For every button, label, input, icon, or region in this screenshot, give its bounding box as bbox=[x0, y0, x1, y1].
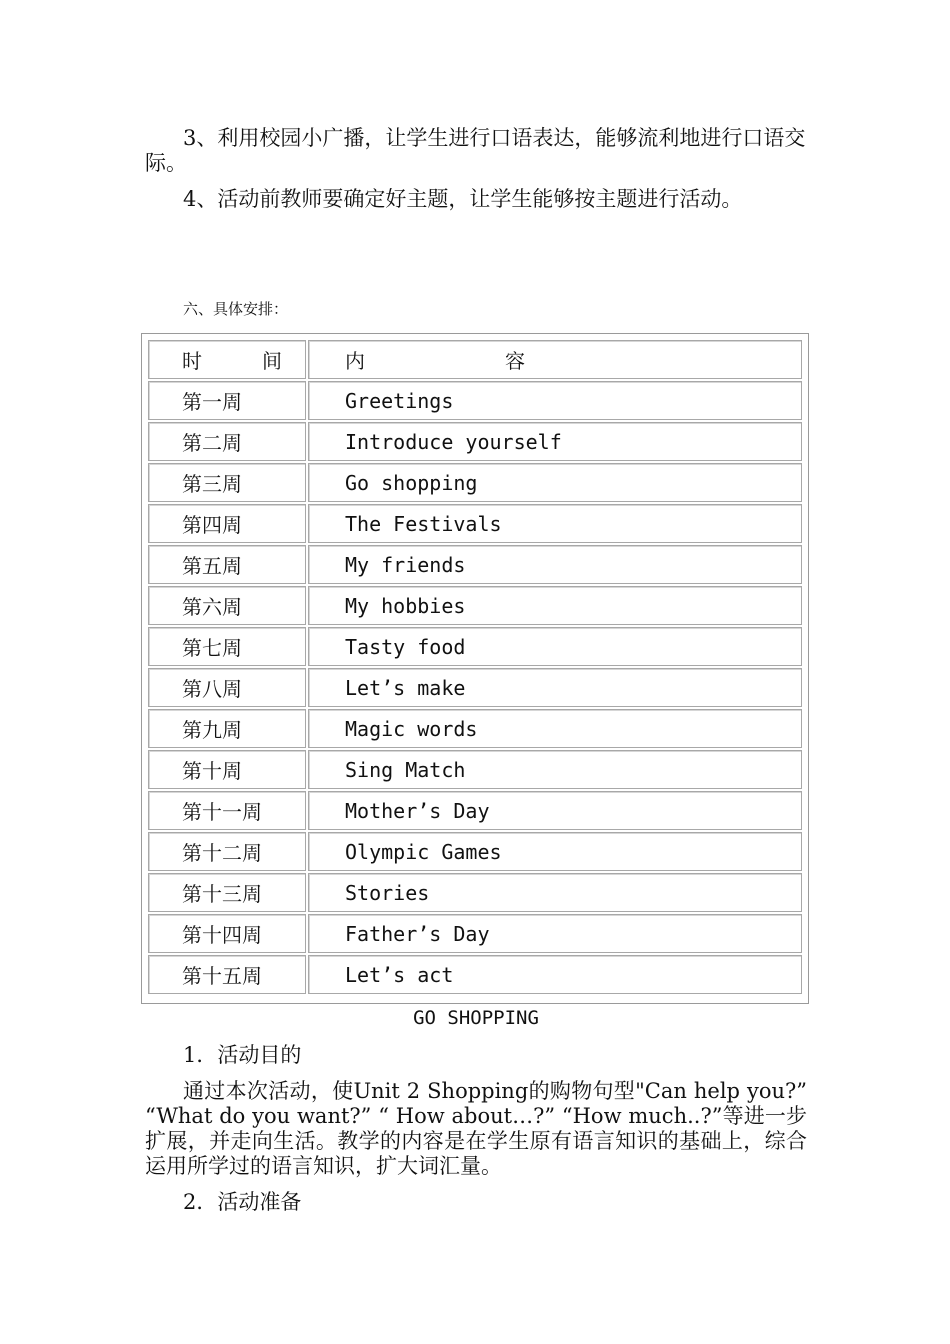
week-cell: 第九周 bbox=[148, 709, 306, 748]
week-cell: 第十五周 bbox=[148, 955, 306, 994]
header-time: 时间 bbox=[148, 340, 306, 379]
topic-cell: Sing Match bbox=[308, 750, 802, 789]
topic-cell: Introduce yourself bbox=[308, 422, 802, 461]
table-row bbox=[148, 668, 802, 707]
week-cell: 第二周 bbox=[148, 422, 306, 461]
table-row bbox=[148, 586, 802, 625]
table-row bbox=[148, 873, 802, 912]
table-row bbox=[148, 832, 802, 871]
header-content: 内容 bbox=[308, 340, 802, 379]
table-row bbox=[148, 381, 802, 420]
table-header-row bbox=[148, 340, 802, 379]
schedule-table bbox=[146, 338, 804, 996]
topic-cell: Magic words bbox=[308, 709, 802, 748]
table-row bbox=[148, 750, 802, 789]
table-row bbox=[148, 955, 802, 994]
week-cell: 第六周 bbox=[148, 586, 306, 625]
topic-cell: Father’s Day bbox=[308, 914, 802, 953]
topic-cell: Greetings bbox=[308, 381, 802, 420]
topic-cell: Let’s act bbox=[308, 955, 802, 994]
week-cell: 第十周 bbox=[148, 750, 306, 789]
intro-item-4: 4、活动前教师要确定好主题，让学生能够按主题进行活动。 bbox=[183, 187, 743, 211]
topic-cell: Olympic Games bbox=[308, 832, 802, 871]
topic-cell: My friends bbox=[308, 545, 802, 584]
week-cell: 第七周 bbox=[148, 627, 306, 666]
activity-goal-body: 通过本次活动，使Unit 2 Shopping的购物句型"Can help you?” “What do you want?” “ How about…?” “How much..?”等进一步扩展，并走向生活。教学的内容是在学生原有语言知识的基础上，综合运用所学过的语言知识，扩大词汇量。 bbox=[145, 1079, 807, 1178]
week-cell: 第四周 bbox=[148, 504, 306, 543]
week-cell: 第一周 bbox=[148, 381, 306, 420]
topic-cell: My hobbies bbox=[308, 586, 802, 625]
table-row bbox=[148, 709, 802, 748]
activity-goal-heading: 1．活动目的 bbox=[183, 1043, 302, 1067]
topic-cell: Let’s make bbox=[308, 668, 802, 707]
section-heading: 六、具体安排： bbox=[183, 300, 289, 318]
intro-item-3: 3、利用校园小广播，让学生进行口语表达，能够流利地进行口语交际。 bbox=[145, 126, 806, 175]
topic-cell: Stories bbox=[308, 873, 802, 912]
go-shopping-title: GO SHOPPING bbox=[413, 1007, 539, 1029]
table-row bbox=[148, 463, 802, 502]
table-row bbox=[148, 422, 802, 461]
table-row bbox=[148, 914, 802, 953]
week-cell: 第十一周 bbox=[148, 791, 306, 830]
topic-cell: Tasty food bbox=[308, 627, 802, 666]
table-row bbox=[148, 627, 802, 666]
activity-prep-heading: 2．活动准备 bbox=[183, 1190, 302, 1214]
week-cell: 第三周 bbox=[148, 463, 306, 502]
topic-cell: The Festivals bbox=[308, 504, 802, 543]
week-cell: 第十四周 bbox=[148, 914, 306, 953]
week-cell: 第十三周 bbox=[148, 873, 306, 912]
topic-cell: Go shopping bbox=[308, 463, 802, 502]
week-cell: 第十二周 bbox=[148, 832, 306, 871]
table-row bbox=[148, 504, 802, 543]
week-cell: 第八周 bbox=[148, 668, 306, 707]
table-row bbox=[148, 791, 802, 830]
week-cell: 第五周 bbox=[148, 545, 306, 584]
topic-cell: Mother’s Day bbox=[308, 791, 802, 830]
schedule-table-frame bbox=[141, 333, 809, 1004]
table-row bbox=[148, 545, 802, 584]
